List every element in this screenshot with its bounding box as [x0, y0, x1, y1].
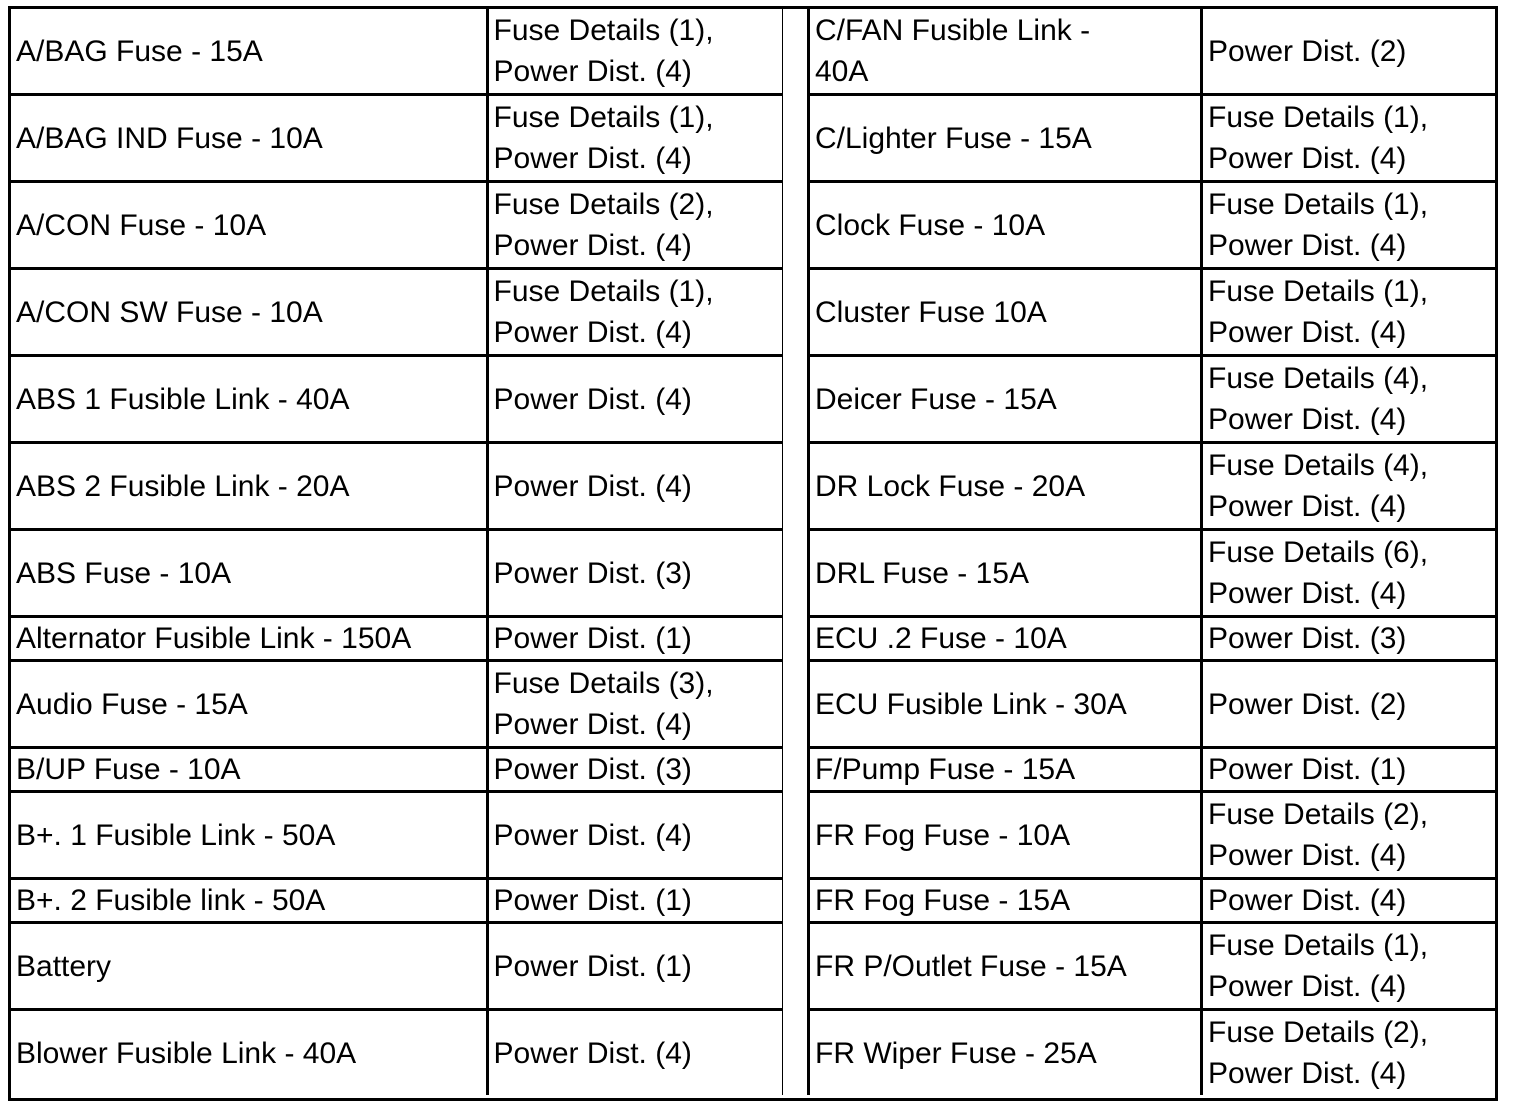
- location-cell: Power Dist. (1): [487, 617, 783, 661]
- location-cell: Fuse Details (1), Power Dist. (4): [487, 9, 783, 95]
- table-row: [809, 95, 1497, 182]
- component-cell: B+. 2 Fusible link - 50A: [11, 879, 487, 923]
- right-fuse-table: [807, 9, 1497, 1095]
- location-cell: Power Dist. (2): [1202, 9, 1497, 95]
- component-cell: Battery: [11, 923, 487, 1010]
- location-cell: Fuse Details (1), Power Dist. (4): [487, 95, 783, 182]
- left-fuse-table: [11, 9, 785, 1095]
- component-cell: DRL Fuse - 15A: [809, 530, 1202, 617]
- component-cell: F/Pump Fuse - 15A: [809, 748, 1202, 792]
- component-cell: Audio Fuse - 15A: [11, 661, 487, 748]
- table-row: [809, 748, 1497, 792]
- location-cell: Power Dist. (3): [1202, 617, 1497, 661]
- table-row: [11, 879, 783, 923]
- component-cell: A/CON SW Fuse - 10A: [11, 269, 487, 356]
- component-cell: DR Lock Fuse - 20A: [809, 443, 1202, 530]
- component-cell: Blower Fusible Link - 40A: [11, 1010, 487, 1096]
- table-row: [11, 182, 783, 269]
- location-cell: Fuse Details (4), Power Dist. (4): [1202, 356, 1497, 443]
- location-cell: Power Dist. (4): [487, 356, 783, 443]
- table-row: [11, 1010, 783, 1096]
- component-cell: B/UP Fuse - 10A: [11, 748, 487, 792]
- table-row: [11, 530, 783, 617]
- component-cell: A/BAG IND Fuse - 10A: [11, 95, 487, 182]
- column-gap: [783, 9, 807, 1098]
- location-cell: Power Dist. (1): [487, 879, 783, 923]
- table-row: [809, 879, 1497, 923]
- location-cell: Power Dist. (4): [487, 443, 783, 530]
- table-row: [809, 269, 1497, 356]
- location-cell: Fuse Details (1), Power Dist. (4): [1202, 269, 1497, 356]
- component-cell: Deicer Fuse - 15A: [809, 356, 1202, 443]
- location-cell: Fuse Details (3), Power Dist. (4): [487, 661, 783, 748]
- location-cell: Fuse Details (1), Power Dist. (4): [487, 269, 783, 356]
- table-row: [11, 269, 783, 356]
- location-cell: Fuse Details (1), Power Dist. (4): [1202, 95, 1497, 182]
- location-cell: Fuse Details (2), Power Dist. (4): [1202, 1010, 1497, 1096]
- table-row: [809, 443, 1497, 530]
- location-cell: Power Dist. (4): [487, 792, 783, 879]
- table-row: [809, 1010, 1497, 1096]
- table-row: [11, 95, 783, 182]
- table-row: [11, 356, 783, 443]
- table-row: [11, 792, 783, 879]
- location-cell: Power Dist. (1): [1202, 748, 1497, 792]
- location-cell: Power Dist. (4): [1202, 879, 1497, 923]
- location-cell: Power Dist. (2): [1202, 661, 1497, 748]
- location-cell: Power Dist. (3): [487, 748, 783, 792]
- location-cell: Fuse Details (4), Power Dist. (4): [1202, 443, 1497, 530]
- table-row: [11, 443, 783, 530]
- component-cell: A/CON Fuse - 10A: [11, 182, 487, 269]
- location-cell: Fuse Details (1), Power Dist. (4): [1202, 182, 1497, 269]
- table-row: [809, 182, 1497, 269]
- table-row: [809, 617, 1497, 661]
- table-row: [809, 661, 1497, 748]
- location-cell: Fuse Details (2), Power Dist. (4): [1202, 792, 1497, 879]
- component-cell: A/BAG Fuse - 15A: [11, 9, 487, 95]
- component-cell: Alternator Fusible Link - 150A: [11, 617, 487, 661]
- component-cell: FR Wiper Fuse - 25A: [809, 1010, 1202, 1096]
- location-cell: Fuse Details (2), Power Dist. (4): [487, 182, 783, 269]
- table-row: [809, 923, 1497, 1010]
- component-cell: B+. 1 Fusible Link - 50A: [11, 792, 487, 879]
- table-row: [11, 923, 783, 1010]
- component-cell: ABS 1 Fusible Link - 40A: [11, 356, 487, 443]
- location-cell: Power Dist. (3): [487, 530, 783, 617]
- component-cell: ECU .2 Fuse - 10A: [809, 617, 1202, 661]
- table-row: [809, 530, 1497, 617]
- component-cell: Clock Fuse - 10A: [809, 182, 1202, 269]
- component-cell: C/FAN Fusible Link - 40A: [809, 9, 1202, 95]
- fuse-locator-table: [8, 6, 1498, 1101]
- component-cell: FR Fog Fuse - 15A: [809, 879, 1202, 923]
- component-cell: ECU Fusible Link - 30A: [809, 661, 1202, 748]
- table-row: [809, 9, 1497, 95]
- table-row: [11, 9, 783, 95]
- table-row: [11, 617, 783, 661]
- table-row: [809, 792, 1497, 879]
- component-cell: FR Fog Fuse - 10A: [809, 792, 1202, 879]
- table-row: [809, 356, 1497, 443]
- component-cell: ABS Fuse - 10A: [11, 530, 487, 617]
- location-cell: Power Dist. (4): [487, 1010, 783, 1096]
- location-cell: Fuse Details (6), Power Dist. (4): [1202, 530, 1497, 617]
- component-cell: ABS 2 Fusible Link - 20A: [11, 443, 487, 530]
- location-cell: Power Dist. (1): [487, 923, 783, 1010]
- table-row: [11, 748, 783, 792]
- table-row: [11, 661, 783, 748]
- component-cell: FR P/Outlet Fuse - 15A: [809, 923, 1202, 1010]
- component-cell: C/Lighter Fuse - 15A: [809, 95, 1202, 182]
- location-cell: Fuse Details (1), Power Dist. (4): [1202, 923, 1497, 1010]
- component-cell: Cluster Fuse 10A: [809, 269, 1202, 356]
